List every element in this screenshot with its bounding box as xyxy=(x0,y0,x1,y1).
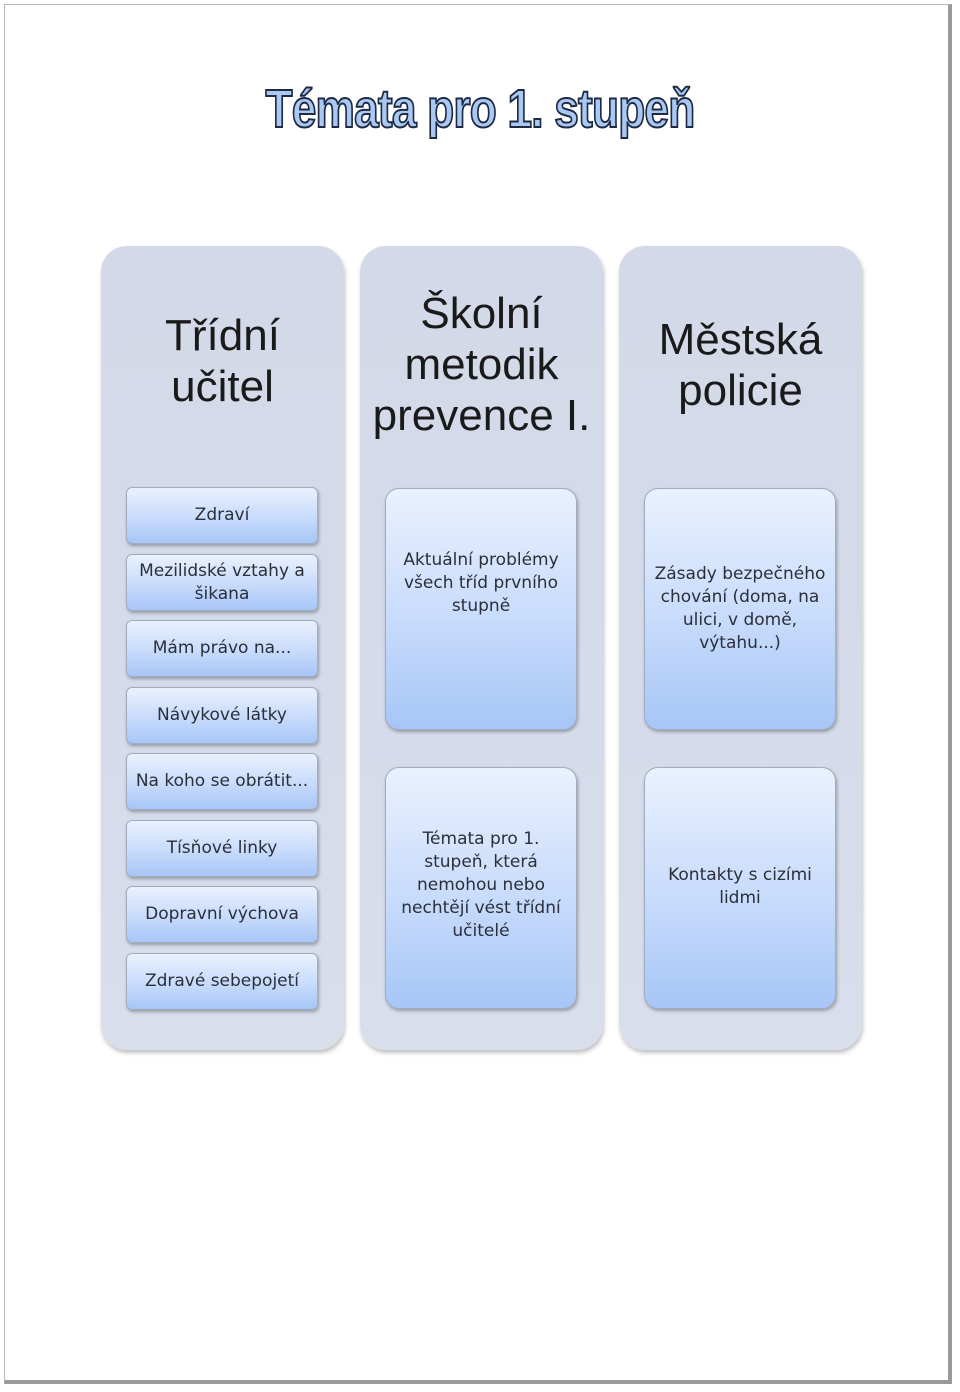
topic-box-dopravni-vychova: Dopravní výchova xyxy=(126,886,318,943)
topic-box-na-koho-se-obratit: Na koho se obrátit... xyxy=(126,753,318,810)
topic-box-tisnove-linky: Tísňové linky xyxy=(126,820,318,877)
topic-box-mezilidske-vztahy: Mezilidské vztahy a šikana xyxy=(126,554,318,611)
topic-box-mam-pravo: Mám právo na... xyxy=(126,620,318,677)
topic-box-aktualni-problemy: Aktuální problémy všech tříd prvního stupně xyxy=(385,488,577,730)
topic-box-kontakty-s-cizimi-lidmi: Kontakty s cizími lidmi xyxy=(644,767,836,1009)
topic-box-zdravi: Zdraví xyxy=(126,487,318,544)
topic-box-zasady-bezpecneho-chovani: Zásady bezpečného chování (doma, na ulici, v domě, výtahu...) xyxy=(644,488,836,730)
column-header: Školní metodik prevence I. xyxy=(372,289,591,440)
topic-box-temata-pro-1-stupen: Témata pro 1. stupeň, která nemohou nebo nechtějí vést třídní učitelé xyxy=(385,767,577,1009)
topic-box-navykove-latky: Návykové látky xyxy=(126,687,318,744)
topic-box-zdrave-sebepojeti: Zdravé sebepojetí xyxy=(126,953,318,1010)
page-title: Témata pro 1. stupeň xyxy=(265,79,695,139)
column-header: Městská policie xyxy=(658,315,823,415)
column-header: Třídní učitel xyxy=(165,311,280,411)
